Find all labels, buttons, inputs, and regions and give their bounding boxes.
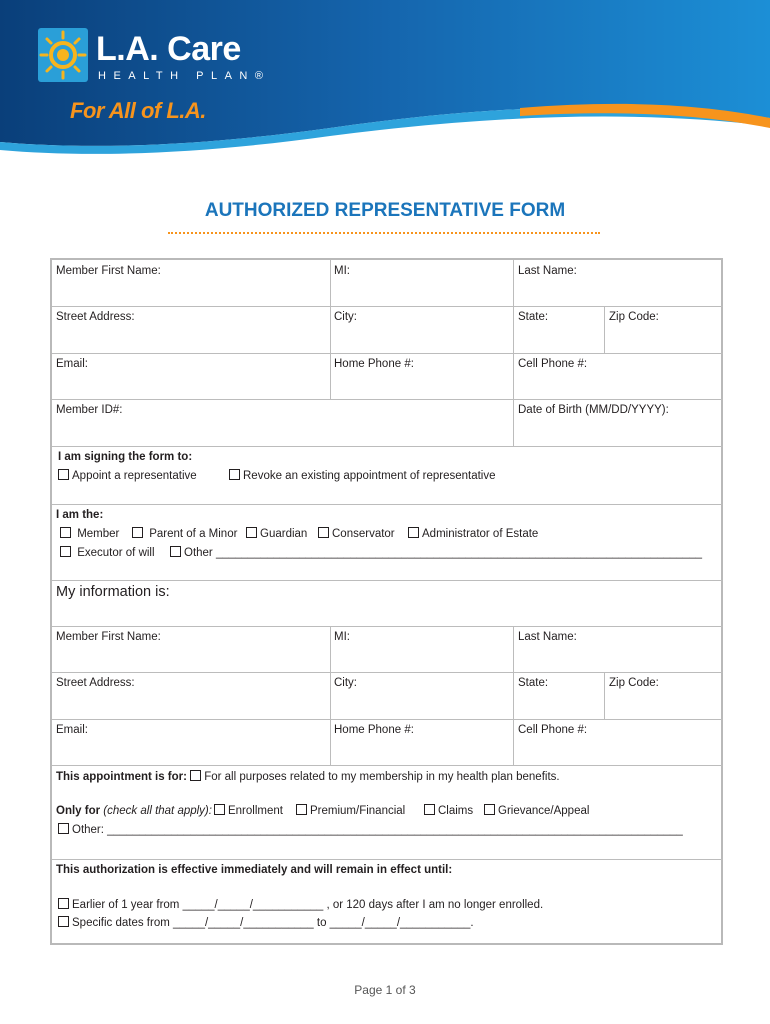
revoke-checkbox[interactable] bbox=[229, 469, 496, 482]
enrollment-checkbox[interactable] bbox=[214, 804, 225, 815]
checkbox-icon bbox=[58, 916, 69, 927]
appoint-label: Appoint a representative bbox=[72, 470, 197, 482]
parent-label: Parent of a Minor bbox=[149, 528, 238, 540]
my-info-heading: My information is: bbox=[56, 584, 170, 600]
checkbox-icon bbox=[60, 546, 71, 557]
tagline: For All of L.A. bbox=[70, 98, 206, 123]
form-title: AUTHORIZED REPRESENTATIVE FORM bbox=[204, 200, 566, 221]
checkbox-icon bbox=[246, 527, 257, 538]
checkbox-icon bbox=[484, 804, 495, 815]
member-dob-field[interactable]: Date of Birth (MM/DD/YYYY): bbox=[518, 404, 669, 416]
row-divider bbox=[52, 306, 723, 307]
row-divider bbox=[52, 504, 723, 505]
enrollment-label: Enrollment bbox=[227, 805, 283, 817]
member-last-name-field[interactable]: Last Name: bbox=[518, 265, 577, 277]
member-state-field[interactable]: State: bbox=[518, 311, 549, 323]
member-cell-phone-field[interactable]: Cell Phone #: bbox=[518, 358, 588, 370]
logo-wordmark: L.A. Care bbox=[96, 30, 241, 68]
iam-heading: I am the: bbox=[56, 509, 104, 521]
only-for-line bbox=[56, 804, 283, 817]
row-divider bbox=[52, 765, 723, 766]
col-divider bbox=[513, 626, 514, 765]
only-for-label: Only for bbox=[56, 805, 101, 817]
title-divider bbox=[168, 232, 600, 234]
earlier-checkbox[interactable] bbox=[58, 898, 543, 911]
logo-icon bbox=[38, 28, 88, 82]
member-email-field[interactable]: Email: bbox=[56, 358, 88, 370]
guardian-checkbox[interactable] bbox=[246, 527, 307, 540]
member-mi-field[interactable]: MI: bbox=[334, 265, 350, 277]
authorization-heading: This authorization is effective immediately and will remain in effect until: bbox=[56, 864, 453, 876]
grievance-checkbox[interactable] bbox=[484, 804, 589, 817]
row-divider bbox=[52, 353, 723, 354]
header-banner bbox=[0, 0, 770, 165]
col-divider bbox=[330, 260, 331, 399]
other-purpose-field: Other: __________________________________________________________________________________________ bbox=[72, 824, 683, 836]
signing-heading: I am signing the form to: bbox=[58, 451, 193, 463]
checkbox-icon bbox=[296, 804, 307, 815]
checkbox-icon bbox=[408, 527, 419, 538]
header-wave-graphic bbox=[0, 0, 770, 165]
parent-checkbox[interactable] bbox=[132, 527, 237, 540]
my-last-name-field[interactable]: Last Name: bbox=[518, 631, 577, 643]
executor-checkbox[interactable] bbox=[60, 546, 155, 559]
form-frame bbox=[50, 258, 723, 945]
my-zip-field[interactable]: Zip Code: bbox=[609, 677, 659, 689]
my-home-phone-field[interactable]: Home Phone #: bbox=[334, 724, 414, 736]
page-number: Page 1 of 3 bbox=[354, 983, 416, 997]
grievance-label: Grievance/Appeal bbox=[498, 805, 590, 817]
checkbox-icon bbox=[318, 527, 329, 538]
appointment-heading: This appointment is for: bbox=[56, 771, 187, 783]
row-divider bbox=[52, 580, 723, 581]
other-purpose-checkbox[interactable] bbox=[58, 823, 683, 836]
col-divider bbox=[513, 260, 514, 446]
specific-dates-label: Specific dates from _____/_____/___________ to _____/_____/___________. bbox=[72, 917, 474, 929]
my-state-field[interactable]: State: bbox=[518, 677, 549, 689]
member-city-field[interactable]: City: bbox=[334, 311, 357, 323]
checkbox-icon bbox=[170, 546, 181, 557]
col-divider bbox=[604, 306, 605, 353]
checkbox-icon bbox=[132, 527, 143, 538]
executor-label: Executor of will bbox=[77, 547, 155, 559]
row-divider bbox=[52, 672, 723, 673]
my-first-name-field[interactable]: Member First Name: bbox=[56, 631, 161, 643]
member-checkbox[interactable] bbox=[60, 527, 119, 540]
checkbox-icon bbox=[58, 898, 69, 909]
checkbox-icon bbox=[229, 469, 240, 480]
earlier-label: Earlier of 1 year from _____/_____/___________ , or 120 days after I am no longer enrolled. bbox=[72, 899, 544, 911]
my-email-field[interactable]: Email: bbox=[56, 724, 88, 736]
only-for-note: (check all that apply): bbox=[103, 805, 212, 817]
row-divider bbox=[52, 859, 723, 860]
claims-checkbox[interactable] bbox=[424, 804, 473, 817]
row-divider bbox=[52, 626, 723, 627]
row-divider bbox=[52, 719, 723, 720]
specific-dates-checkbox[interactable] bbox=[58, 916, 474, 929]
member-street-field[interactable]: Street Address: bbox=[56, 311, 135, 323]
col-divider bbox=[330, 626, 331, 765]
row-divider bbox=[52, 399, 723, 400]
all-purposes-checkbox[interactable] bbox=[190, 770, 201, 781]
col-divider bbox=[604, 672, 605, 719]
conservator-label: Conservator bbox=[332, 528, 395, 540]
administrator-label: Administrator of Estate bbox=[422, 528, 539, 540]
logo-subtitle: HEALTH PLAN® bbox=[98, 70, 271, 82]
premium-checkbox[interactable] bbox=[296, 804, 405, 817]
appoint-checkbox[interactable] bbox=[58, 469, 197, 482]
row-divider bbox=[52, 446, 723, 447]
administrator-checkbox[interactable] bbox=[408, 527, 538, 540]
all-purposes-label: For all purposes related to my membership in my health plan benefits. bbox=[204, 771, 560, 783]
claims-label: Claims bbox=[438, 805, 474, 817]
appointment-line bbox=[56, 770, 560, 783]
checkbox-icon bbox=[424, 804, 435, 815]
my-mi-field[interactable]: MI: bbox=[334, 631, 350, 643]
checkbox-icon bbox=[58, 469, 69, 480]
checkbox-icon bbox=[58, 823, 69, 834]
other-role-checkbox[interactable] bbox=[170, 546, 703, 559]
conservator-checkbox[interactable] bbox=[318, 527, 395, 540]
premium-label: Premium/Financial bbox=[310, 805, 406, 817]
my-street-field[interactable]: Street Address: bbox=[56, 677, 135, 689]
my-cell-phone-field[interactable]: Cell Phone #: bbox=[518, 724, 588, 736]
member-home-phone-field[interactable]: Home Phone #: bbox=[334, 358, 414, 370]
member-first-name-field[interactable]: Member First Name: bbox=[56, 265, 161, 277]
my-city-field[interactable]: City: bbox=[334, 677, 357, 689]
member-id-field[interactable]: Member ID#: bbox=[56, 404, 123, 416]
checkbox-icon bbox=[60, 527, 71, 538]
member-zip-field[interactable]: Zip Code: bbox=[609, 311, 659, 323]
member-label: Member bbox=[77, 528, 120, 540]
other-role-field: Other ____________________________________________________________________________ bbox=[184, 547, 703, 559]
guardian-label: Guardian bbox=[260, 528, 308, 540]
revoke-label: Revoke an existing appointment of representative bbox=[243, 470, 496, 482]
